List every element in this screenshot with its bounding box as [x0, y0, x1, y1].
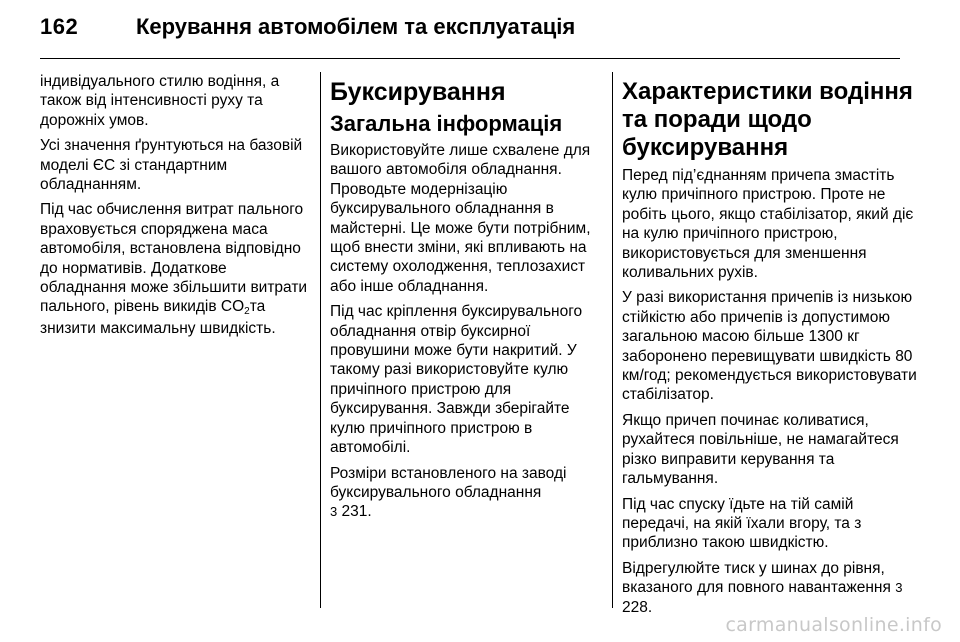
- subsection-heading: Загальна інформація: [330, 111, 563, 136]
- page-reference-arrow-icon: 3: [895, 580, 903, 596]
- co2-subscript: 2: [244, 306, 250, 318]
- section-heading: Буксирування: [330, 78, 506, 106]
- page-reference-link[interactable]: 231.: [341, 503, 372, 521]
- paragraph: Перед під’єднанням причепа змастіть кулю причіпного пристрою. Проте не робіть цього, якщо стабілізатор, який діє на кулю причіпного пристрою, використовується для зменшення коливальних рухів.: [622, 167, 914, 282]
- paragraph: індивідуального стилю водіння, а також від інтенсивності руху та дорожніх умов.: [40, 73, 280, 129]
- page-header: [40, 14, 920, 54]
- column-1: [40, 72, 310, 344]
- paragraph: Під час спуску їдьте на тій самій передачі, на якій їхали вгору, та з приблизно такою швидкістю.: [622, 495, 862, 552]
- paragraph: Усі значення ґрунтуються на базовій моделі ЄС зі стандартним обладнанням.: [40, 137, 303, 194]
- paragraph: Використовуйте лише схвалене для вашого автомобіля обладнання. Проводьте модернізацію буксирувального обладнання в майстерні. Це може бути потрібним, щоб внести зміни, які впливають на систему охолодження, теплозахист або інше обладнання.: [330, 142, 591, 295]
- page-reference-link[interactable]: 228.: [622, 598, 653, 616]
- header-divider: [40, 58, 900, 59]
- column-divider: [612, 72, 613, 608]
- paragraph: Якщо причеп починає коливатися, рухайтеся повільніше, не намагайтеся різко виправити керування та гальмування.: [622, 411, 899, 488]
- watermark: carmanualsonline.info: [725, 614, 942, 636]
- column-2: [330, 72, 602, 528]
- running-title: Керування автомобілем та експлуатація: [136, 14, 576, 39]
- section-heading: Характеристики водіння та поради щодо буксирування: [622, 78, 913, 161]
- page-reference-arrow-icon: 3: [330, 504, 338, 520]
- paragraph: У разі використання причепів із низькою стійкістю або причепів із допустимою загальною масою більше 1300 кг заборонено перевищувати швидкість 80 км/год; рекомендується використовувати стабілізатор.: [622, 289, 917, 404]
- paragraph: Під час кріплення буксирувального обладнання отвір буксирної провушини може бути накритий. У такому разі використовуйте кулю причіпного пристрою для буксирування. Завжди зберігайте кулю причіпного пристрою в автомобілі.: [330, 303, 583, 457]
- paragraph: Під час обчислення витрат пального враховується споряджена маса автомобіля, встановлена відповідно до нормативів. Додаткове обладнання може збільшити витрати пального, рівень викидів $CO_2та$ знизити максимальну швидкість.: [40, 201, 308, 337]
- column-divider: [320, 72, 321, 608]
- column-3: [622, 72, 922, 623]
- paragraph: Розміри встановленого на заводі буксирувального обладнання 3 231.: [330, 464, 567, 521]
- paragraph: Відрегулюйте тиск у шинах до рівня, вказаного для повного навантаження 3 228.: [622, 559, 903, 616]
- page-number: 162: [40, 14, 79, 39]
